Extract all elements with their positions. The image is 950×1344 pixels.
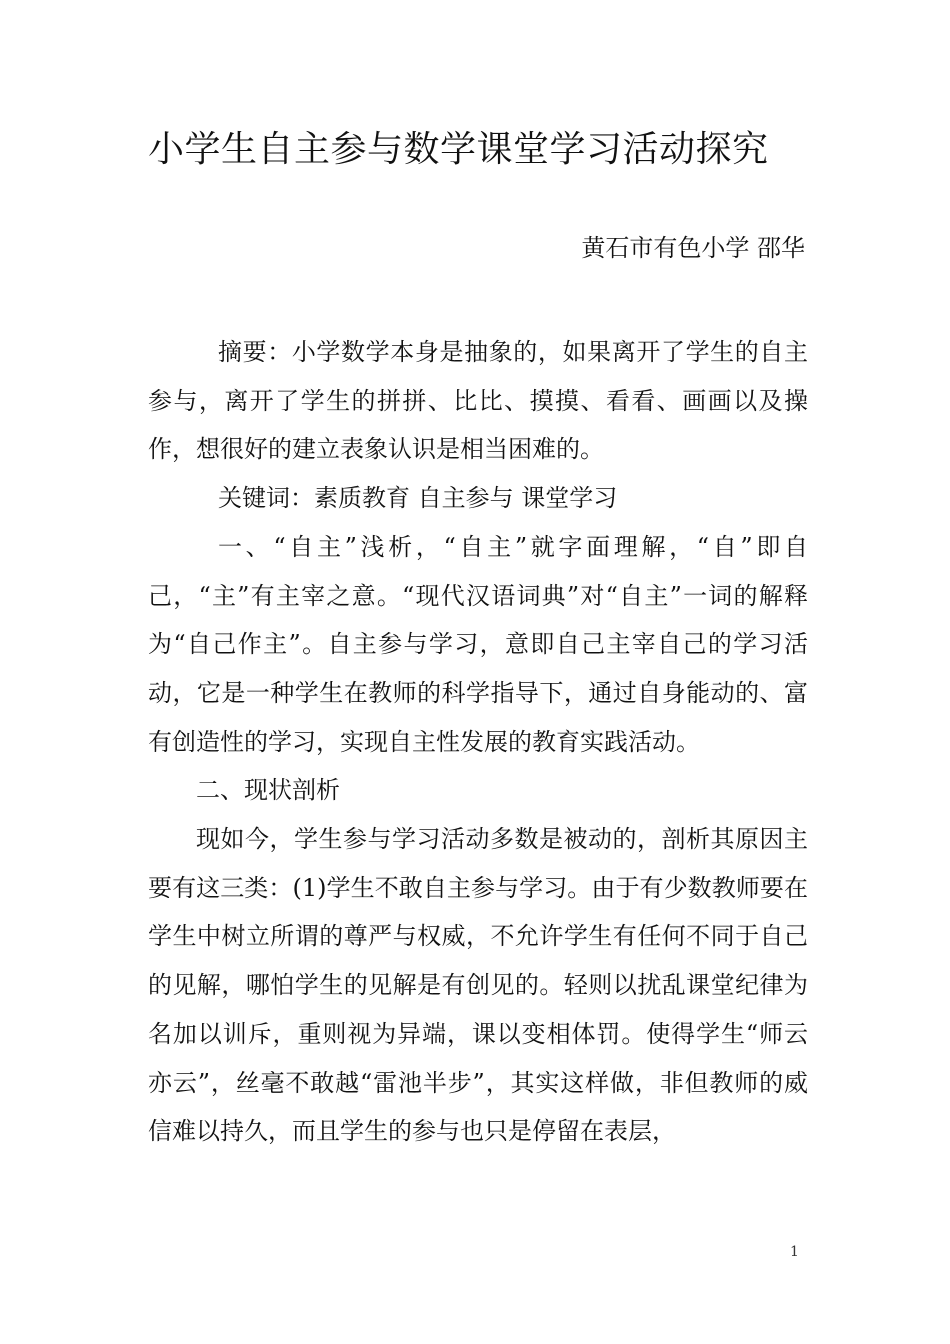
abstract-paragraph: 摘要：小学数学本身是抽象的，如果离开了学生的自主参与，离开了学生的拼拼、比比、摸摸、看看、画画以及操作，想很好的建立表象认识是相当困难的。 [148,338,808,464]
document-title: 小学生自主参与数学课堂学习活动探究 [148,129,769,170]
document-body [148,328,808,1156]
page-number: 1 [790,1244,799,1260]
keywords-paragraph: 关键词：素质教育 自主参与 课堂学习 [218,484,618,513]
section-two-paragraph: 现如今，学生参与学习活动多数是被动的，剖析其原因主要有这三类：(1)学生不敢自主参与学习。由于有少数教师要在学生中树立所谓的尊严与权威，不允许学生有任何不同于自己的见解，哪怕学生的见解是有创见的。轻则以扰乱课堂纪律为名加以训斥，重则视为异端，课以变相体罚。使得学生“师云亦云”，丝毫不敢越“雷池半步”，其实这样做，非但教师的威信难以持久，而且学生的参与也只是停留在表层， [148,825,808,1146]
author-line: 黄石市有色小学 邵华 [581,234,805,262]
section-one-paragraph: 一、“自主”浅析，“自主”就字面理解，“自”即自己，“主”有主宰之意。“现代汉语词典”对“自主”一词的解释为“自己作主”。自主参与学习，意即自己主宰自己的学习活动，它是一种学生在教师的科学指导下，通过自身能动的、富有创造性的学习，实现自主性发展的教育实践活动。 [148,532,808,756]
section-two-heading: 二、现状剖析 [196,776,340,805]
